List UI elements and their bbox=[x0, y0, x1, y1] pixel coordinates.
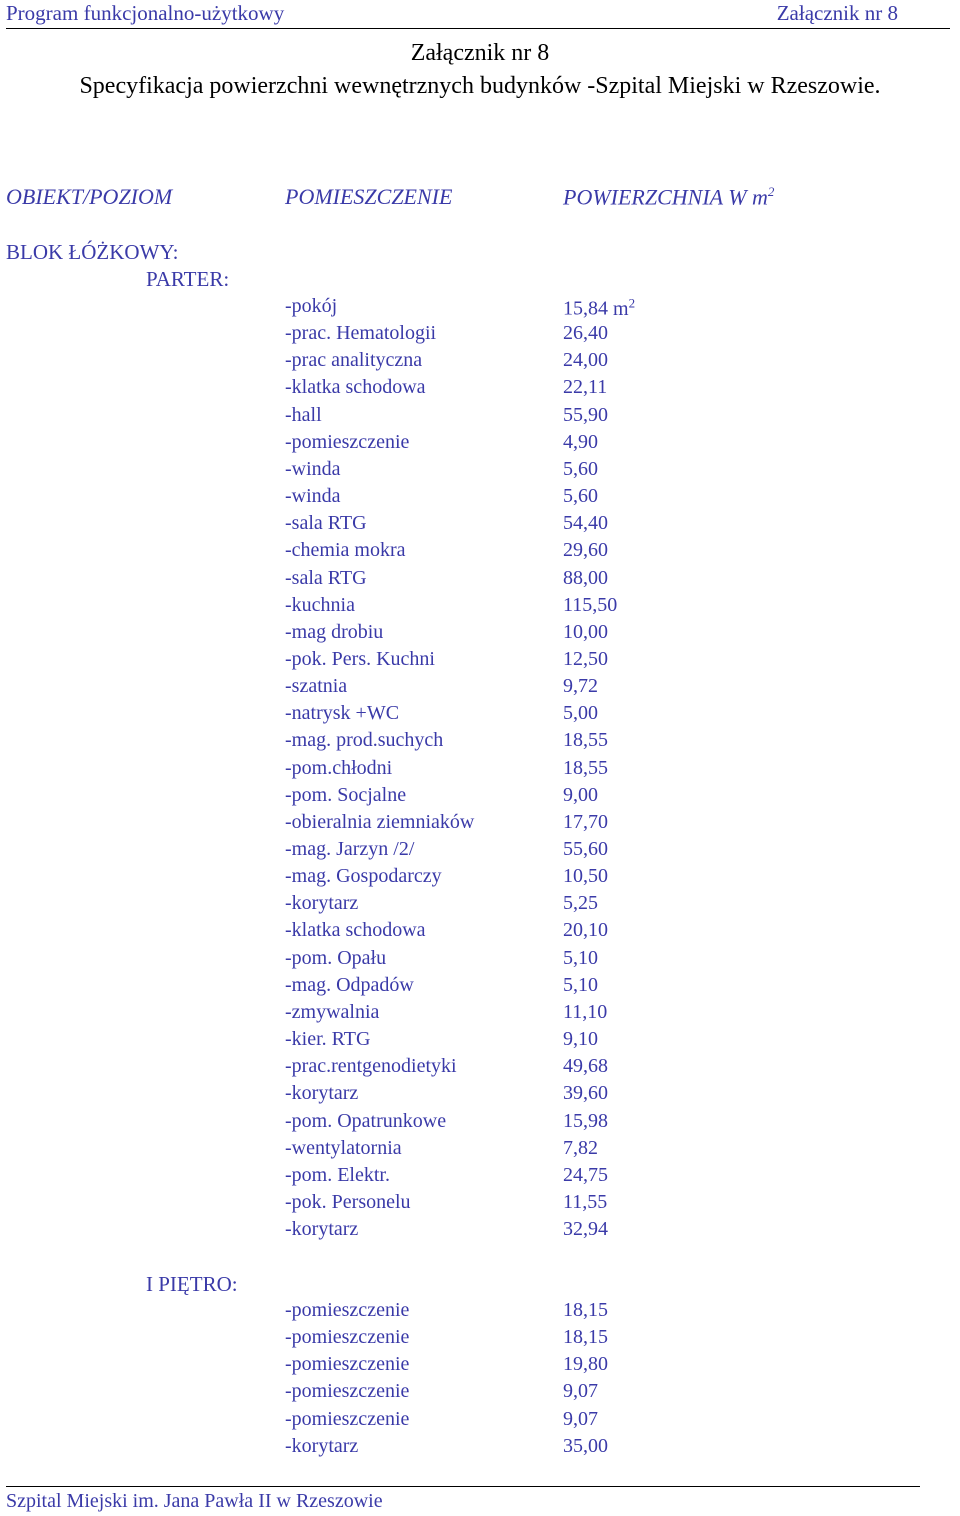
room-area: 17,70 bbox=[563, 810, 608, 833]
table-row bbox=[0, 349, 960, 376]
room-area: 24,75 bbox=[563, 1163, 608, 1186]
area-unit: $m^2$ bbox=[613, 295, 636, 320]
room-area: 26,40 bbox=[563, 322, 608, 345]
room-name: -prac. Hematologii bbox=[285, 322, 437, 345]
room-area: 12,50 bbox=[563, 647, 608, 670]
room-area: 18,55 bbox=[563, 729, 608, 752]
room-area: 9,07 bbox=[563, 1407, 598, 1430]
table-row bbox=[0, 947, 960, 974]
room-name: -korytarz bbox=[285, 1218, 359, 1241]
room-name: -mag. prod.suchych bbox=[285, 729, 444, 752]
room-area: 49,68 bbox=[563, 1055, 608, 1078]
room-name: -korytarz bbox=[285, 892, 359, 915]
room-name: -korytarz bbox=[285, 1434, 359, 1457]
table-row bbox=[0, 1353, 960, 1380]
room-name: -pom.chłodni bbox=[285, 756, 393, 779]
table-row bbox=[0, 1299, 960, 1326]
room-name: -pomieszczenie bbox=[285, 430, 410, 453]
table-row bbox=[0, 1218, 960, 1245]
table-row bbox=[0, 1137, 960, 1164]
room-name: -korytarz bbox=[285, 1082, 359, 1105]
table-row bbox=[0, 729, 960, 756]
room-area: 29,60 bbox=[563, 539, 608, 562]
room-area: 55,90 bbox=[563, 403, 608, 426]
room-name: -klatka schodowa bbox=[285, 919, 426, 942]
room-name: -pomieszczenie bbox=[285, 1407, 410, 1430]
room-area: 18,15 bbox=[563, 1326, 608, 1349]
room-name: -kier. RTG bbox=[285, 1028, 371, 1051]
section-label: BLOK ŁÓŻKOWY: bbox=[6, 240, 179, 264]
table-row bbox=[0, 322, 960, 349]
room-name: -pok. Pers. Kuchni bbox=[285, 647, 435, 670]
table-row bbox=[0, 892, 960, 919]
room-area: 4,90 bbox=[563, 430, 598, 453]
page-footer: Szpital Miejski im. Jana Pawła II w Rzeszowie bbox=[6, 1490, 383, 1512]
room-name: -kuchnia bbox=[285, 593, 355, 616]
header-right: Załącznik nr 8 bbox=[776, 1, 898, 25]
room-area: 11,55 bbox=[563, 1190, 608, 1213]
table-row bbox=[0, 458, 960, 485]
room-name: -obieralnia ziemniaków bbox=[285, 810, 475, 833]
room-name: -pomieszczenie bbox=[285, 1380, 410, 1403]
room-name: -wentylatornia bbox=[285, 1136, 402, 1159]
room-area: 18,15 bbox=[563, 1299, 608, 1321]
table-row bbox=[0, 648, 960, 675]
room-area: 5,10 bbox=[563, 946, 598, 969]
table-row bbox=[0, 1028, 960, 1055]
room-name: -pomieszczenie bbox=[285, 1299, 410, 1321]
table-row bbox=[0, 1001, 960, 1028]
room-name: -mag. Gospodarczy bbox=[285, 865, 442, 888]
room-name: -prac analityczna bbox=[285, 349, 423, 372]
pietro-label: I PIĘTRO: bbox=[146, 1272, 238, 1296]
table-row bbox=[0, 1408, 960, 1435]
room-area: 10,50 bbox=[563, 865, 608, 888]
table-row bbox=[0, 784, 960, 811]
column-header-area: POWIERZCHNIA W $m^2$ bbox=[563, 184, 775, 210]
room-name: -natrysk +WC bbox=[285, 702, 400, 725]
room-area: 5,60 bbox=[563, 457, 598, 480]
table-row bbox=[0, 1110, 960, 1137]
table-row bbox=[0, 1082, 960, 1109]
room-area: 19,80 bbox=[563, 1353, 608, 1376]
room-area: 9,07 bbox=[563, 1380, 598, 1403]
table-row bbox=[0, 621, 960, 648]
table-row bbox=[0, 404, 960, 431]
table-row bbox=[0, 757, 960, 784]
table-row bbox=[0, 811, 960, 838]
table-row bbox=[0, 1326, 960, 1353]
room-name: -mag. Odpadów bbox=[285, 973, 414, 996]
table-row bbox=[0, 594, 960, 621]
room-area: 10,00 bbox=[563, 620, 608, 643]
room-name: -pomieszczenie bbox=[285, 1353, 410, 1376]
room-name: -pom. Opatrunkowe bbox=[285, 1109, 447, 1132]
table-row bbox=[0, 838, 960, 865]
table-row bbox=[0, 1380, 960, 1407]
table-row bbox=[0, 539, 960, 566]
room-name: -winda bbox=[285, 457, 341, 480]
room-area: 20,10 bbox=[563, 919, 608, 942]
room-area: 9,72 bbox=[563, 675, 598, 698]
room-area: 5,00 bbox=[563, 702, 598, 725]
table-row bbox=[0, 675, 960, 702]
table-row bbox=[0, 1435, 960, 1462]
table-row bbox=[0, 1055, 960, 1082]
room-area: 9,00 bbox=[563, 783, 598, 806]
room-area: 5,25 bbox=[563, 892, 598, 915]
room-name: -zmywalnia bbox=[285, 1000, 380, 1023]
table-row bbox=[0, 702, 960, 729]
room-area: 18,55 bbox=[563, 756, 608, 779]
room-name: -winda bbox=[285, 485, 341, 508]
table-row bbox=[0, 512, 960, 539]
table-row bbox=[0, 295, 960, 322]
column-header-object: OBIEKT/POZIOM bbox=[6, 184, 173, 209]
room-area: 115,50 bbox=[563, 593, 618, 616]
table-row bbox=[0, 485, 960, 512]
room-name: -sala RTG bbox=[285, 512, 367, 535]
footer-divider bbox=[6, 1486, 920, 1487]
table-row bbox=[0, 567, 960, 594]
room-area: 9,10 bbox=[563, 1028, 598, 1051]
room-area: 5,10 bbox=[563, 973, 598, 996]
room-name: -pom. Opału bbox=[285, 946, 387, 969]
room-area: 55,60 bbox=[563, 838, 608, 860]
room-area: 15,98 bbox=[563, 1109, 608, 1132]
table-row bbox=[0, 974, 960, 1001]
room-name: -klatka schodowa bbox=[285, 376, 426, 399]
table-row bbox=[0, 431, 960, 458]
room-area: 32,94 bbox=[563, 1218, 608, 1241]
room-name: -prac.rentgenodietyki bbox=[285, 1055, 457, 1078]
room-name: -pomieszczenie bbox=[285, 1326, 410, 1349]
table-row bbox=[0, 1191, 960, 1218]
room-area: 15,84 $m^2$ bbox=[563, 295, 636, 320]
room-area: 88,00 bbox=[563, 566, 608, 589]
room-area: 11,10 bbox=[563, 1000, 608, 1023]
room-name: -sala RTG bbox=[285, 566, 367, 589]
room-name: -pokój bbox=[285, 295, 338, 317]
room-area: 35,00 bbox=[563, 1434, 608, 1457]
room-area: 5,60 bbox=[563, 485, 598, 508]
page-header bbox=[6, 0, 950, 29]
room-name: -chemia mokra bbox=[285, 539, 406, 562]
room-name: -mag drobiu bbox=[285, 620, 384, 643]
room-name: -szatnia bbox=[285, 675, 348, 698]
room-name: -mag. Jarzyn /2/ bbox=[285, 838, 415, 860]
column-header-room: POMIESZCZENIE bbox=[285, 184, 453, 209]
room-name: -pom. Elektr. bbox=[285, 1163, 390, 1186]
title-line1: Załącznik nr 8 bbox=[410, 40, 550, 66]
table-row bbox=[0, 376, 960, 403]
room-area: 24,00 bbox=[563, 349, 608, 372]
room-area: 22,11 bbox=[563, 376, 608, 399]
parter-label: PARTER: bbox=[146, 267, 230, 291]
header-left: Program funkcjonalno-użytkowy bbox=[6, 1, 285, 25]
table-row bbox=[0, 865, 960, 892]
room-area: 7,82 bbox=[563, 1136, 598, 1159]
title-line2: Specyfikacja powierzchni wewnętrznych budynków -Szpital Miejski w Rzeszowie. bbox=[79, 73, 881, 99]
table-row bbox=[0, 919, 960, 946]
room-name: -pok. Personelu bbox=[285, 1190, 411, 1213]
room-area: 54,40 bbox=[563, 512, 608, 535]
room-name: -pom. Socjalne bbox=[285, 783, 407, 806]
room-name: -hall bbox=[285, 403, 322, 426]
table-row bbox=[0, 1164, 960, 1191]
room-area: 39,60 bbox=[563, 1082, 608, 1105]
